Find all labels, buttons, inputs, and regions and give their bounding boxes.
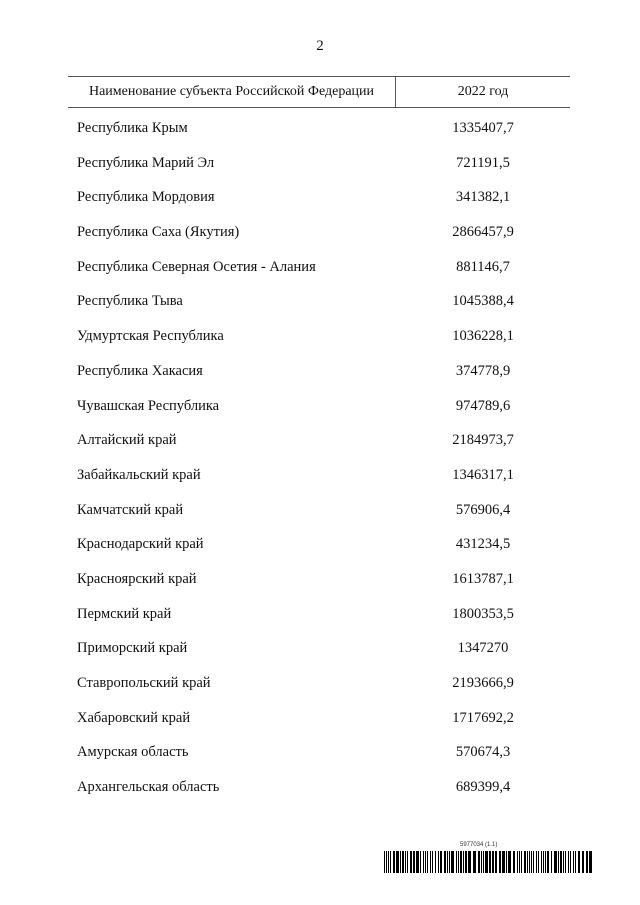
region-name: Удмуртская Республика	[77, 328, 224, 345]
region-name: Забайкальский край	[77, 466, 201, 483]
region-name: Ставропольский край	[77, 675, 211, 691]
region-name: Архангельская область	[77, 779, 220, 796]
region-name: Пермский край	[77, 605, 172, 622]
table-row	[0, 736, 640, 771]
table-row	[0, 702, 640, 737]
table-row	[0, 771, 640, 806]
region-value: 2184973,7	[452, 432, 514, 449]
region-name: Амурская область	[77, 744, 189, 761]
table-row	[0, 147, 640, 182]
region-value: 1346317,1	[452, 466, 514, 483]
region-name: Красноярский край	[77, 570, 197, 587]
region-value: 1717692,2	[452, 709, 514, 726]
region-name: Республика Крым	[77, 120, 188, 136]
region-value: 2866457,9	[452, 224, 514, 241]
region-name: Республика Хакасия	[77, 362, 203, 379]
table-row	[0, 390, 640, 425]
region-value: 576906,4	[455, 501, 511, 518]
region-value: 974789,6	[455, 397, 511, 414]
table-row	[0, 528, 640, 563]
region-value: 2193666,9	[452, 675, 514, 691]
barcode-icon	[384, 851, 592, 873]
region-value: 721191,5	[456, 154, 510, 171]
barcode-number: 5977034 (1.1)	[460, 842, 498, 848]
region-name: Алтайский край	[77, 432, 177, 449]
table-row	[0, 459, 640, 494]
region-value: 1800353,5	[452, 605, 514, 622]
table-row	[0, 424, 640, 459]
region-name: Республика Саха (Якутия)	[77, 224, 240, 241]
region-name: Хабаровский край	[77, 709, 191, 726]
table-row	[0, 216, 640, 251]
table-row	[0, 251, 640, 286]
table-row	[0, 632, 640, 667]
region-value: 374778,9	[455, 362, 511, 379]
table-row	[0, 494, 640, 529]
region-value: 881146,7	[456, 258, 510, 275]
region-value: 341382,1	[455, 189, 511, 206]
region-value: 689399,4	[455, 779, 511, 796]
table-row	[0, 598, 640, 633]
table-row	[0, 112, 640, 147]
region-value: 1613787,1	[452, 570, 514, 587]
table-row	[0, 667, 640, 702]
region-name: Камчатский край	[77, 501, 184, 518]
table-row	[0, 320, 640, 355]
table-row	[0, 355, 640, 390]
region-name: Республика Северная Осетия - Алания	[77, 258, 316, 275]
region-value: 570674,3	[455, 744, 511, 761]
header-subject-name: Наименование субъекта Российской Федерации	[68, 77, 396, 107]
header-year: 2022 год	[457, 84, 509, 99]
region-name: Чувашская Республика	[77, 397, 220, 414]
table-row	[0, 181, 640, 216]
region-value: 431234,5	[455, 536, 511, 553]
table-row	[0, 563, 640, 598]
region-value: 1335407,7	[452, 120, 514, 136]
region-value: 1045388,4	[452, 293, 514, 310]
page-number: 2	[316, 38, 324, 54]
table-body	[0, 112, 640, 806]
region-name: Приморский край	[77, 640, 188, 657]
region-name: Республика Тыва	[77, 293, 183, 310]
region-name: Республика Марий Эл	[77, 154, 215, 171]
table-row	[0, 285, 640, 320]
table-header	[68, 76, 570, 108]
region-name: Краснодарский край	[77, 536, 204, 553]
region-value: 1347270	[457, 640, 509, 657]
region-name: Республика Мордовия	[77, 189, 215, 206]
region-value: 1036228,1	[452, 328, 514, 345]
